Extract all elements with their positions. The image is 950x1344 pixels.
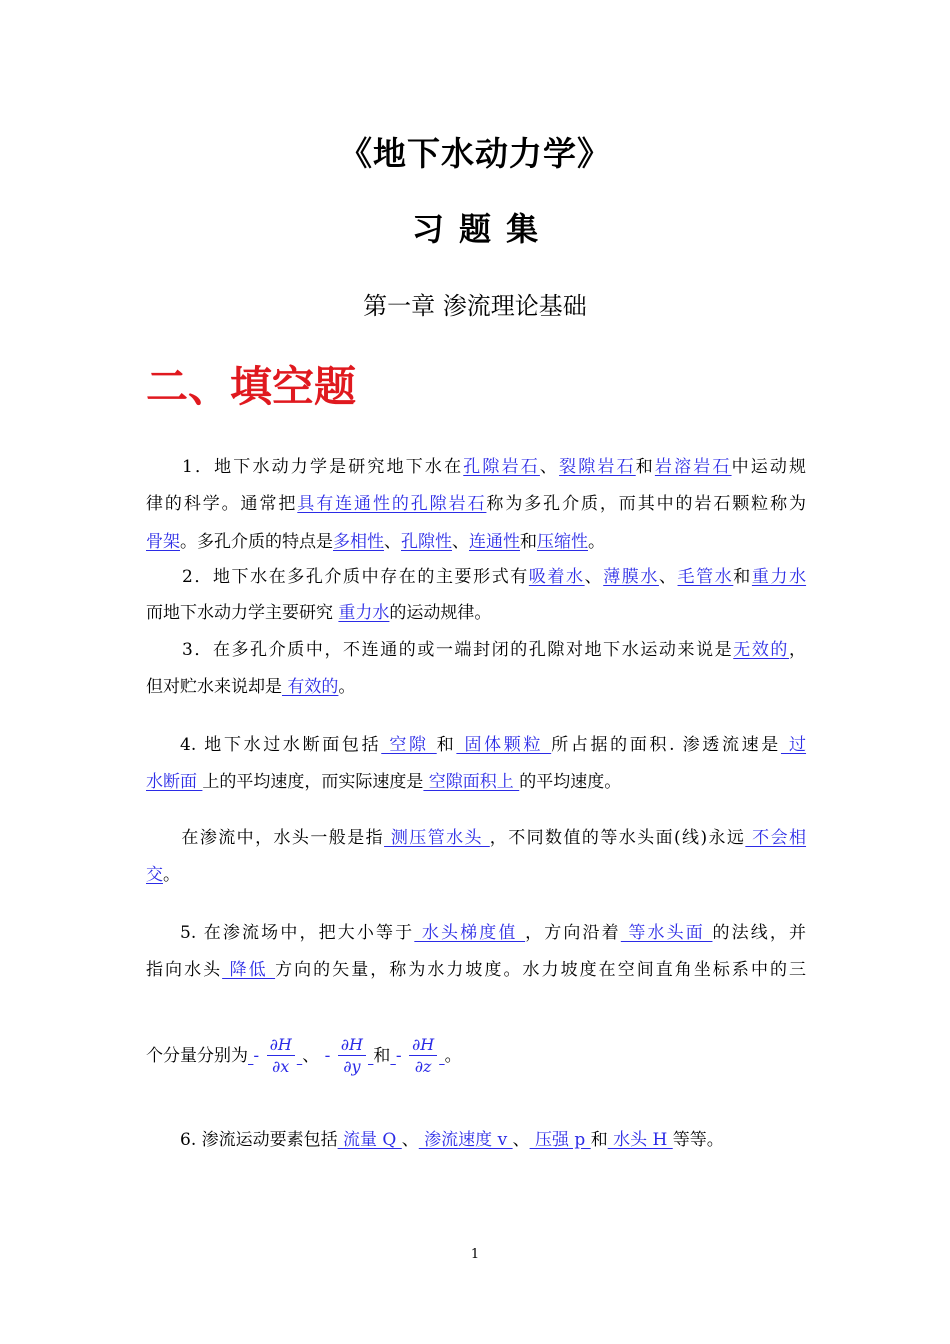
answer-blank: 薄膜水 bbox=[603, 567, 659, 587]
text: 、 bbox=[539, 457, 560, 477]
answer-blank: 压缩性 bbox=[537, 532, 588, 552]
head-paragraph-line-2 bbox=[146, 860, 806, 890]
text: 个分量分别为 bbox=[146, 1046, 248, 1066]
question-2-line-2 bbox=[146, 598, 806, 628]
section-heading: 二、填空题 bbox=[146, 362, 357, 411]
text: 在渗流中，水头一般是指 bbox=[180, 828, 385, 848]
question-3-line-2 bbox=[146, 672, 806, 702]
answer-blank: 压强 p bbox=[529, 1130, 591, 1150]
text: 和 bbox=[436, 735, 457, 755]
answer-blank: 水断面 bbox=[146, 772, 203, 792]
answer-blank: 水头梯度值 bbox=[414, 923, 526, 943]
text: 和 bbox=[520, 532, 537, 552]
head-paragraph-line-1 bbox=[146, 823, 806, 853]
question-5-line-1 bbox=[146, 918, 806, 948]
answer-blank: 测压管水头 bbox=[384, 828, 490, 848]
answer-blank: 连通性 bbox=[469, 532, 520, 552]
text: 、 bbox=[302, 1046, 320, 1066]
question-2-line-1 bbox=[146, 562, 806, 592]
text: ， bbox=[789, 640, 806, 660]
text: 、 bbox=[401, 1130, 419, 1150]
text: 和 bbox=[635, 457, 655, 477]
question-5-line-2 bbox=[146, 955, 806, 985]
minus-sign: - bbox=[253, 1046, 260, 1066]
text: 中运动规 bbox=[731, 457, 807, 477]
text: 5. 在渗流场中，把大小等于 bbox=[180, 923, 415, 943]
text: 、 bbox=[512, 1130, 530, 1150]
answer-blank: 交 bbox=[146, 865, 163, 885]
answer-blank: 多相性 bbox=[333, 532, 384, 552]
gradient-y-fraction bbox=[338, 1035, 366, 1078]
answer-blank: 骨架 bbox=[146, 532, 180, 552]
text: 上的平均速度，而实际速度是 bbox=[202, 772, 424, 792]
text: 称为多孔介质，而其中的岩石颗粒称为 bbox=[486, 494, 807, 514]
text: 、 bbox=[658, 567, 678, 587]
numerator: ∂H bbox=[267, 1035, 295, 1056]
answer-blank: 重力水 bbox=[338, 603, 390, 623]
text: 。多孔介质的特点是 bbox=[180, 532, 333, 552]
gradient-z-fraction bbox=[409, 1035, 437, 1078]
denominator: ∂z bbox=[414, 1057, 432, 1076]
answer-blank: 空隙面积上 bbox=[423, 772, 520, 792]
page-number: 1 bbox=[470, 1247, 480, 1262]
answer-blank: 毛管水 bbox=[677, 567, 734, 587]
numerator: ∂H bbox=[338, 1035, 366, 1056]
minus-sign: - bbox=[324, 1046, 331, 1066]
text: 6. 渗流运动要素包括 bbox=[180, 1130, 338, 1150]
question-4-line-1 bbox=[146, 730, 806, 760]
answer-blank: 过 bbox=[780, 735, 807, 755]
answer-blank: 裂隙岩石 bbox=[559, 457, 636, 477]
answer-blank: 具有连通性的孔隙岩石 bbox=[297, 494, 487, 514]
text: ，方向沿着 bbox=[525, 923, 621, 943]
answer-blank: 有效的 bbox=[282, 677, 339, 697]
text: 但对贮水来说却是 bbox=[146, 677, 282, 697]
text: 的运动规律。 bbox=[389, 603, 492, 623]
answer-blank: 孔隙岩石 bbox=[463, 457, 540, 477]
answer-blank: 流量 Q bbox=[337, 1130, 402, 1150]
text: 指向水头 bbox=[146, 960, 223, 980]
text: 律的科学。通常把 bbox=[146, 494, 298, 514]
answer-blank: 岩溶岩石 bbox=[654, 457, 732, 477]
answer-blank: 孔隙性 bbox=[401, 532, 452, 552]
text: 1．地下水动力学是研究地下水在 bbox=[182, 457, 464, 477]
question-5-line-3 bbox=[146, 1030, 806, 1082]
question-3-line-1 bbox=[146, 635, 806, 665]
answer-blank: 不会相 bbox=[745, 828, 807, 848]
answer-blank: 固体颗粒 bbox=[456, 735, 552, 755]
answer-blank: 渗流速度 v bbox=[418, 1130, 513, 1150]
question-6-line-1 bbox=[146, 1125, 806, 1155]
document-subtitle: 习 题 集 bbox=[411, 210, 539, 248]
minus-sign: - bbox=[395, 1046, 402, 1066]
question-1-line-1 bbox=[146, 452, 806, 482]
numerator: ∂H bbox=[409, 1035, 437, 1056]
document-title: 《地下水动力学》 bbox=[339, 134, 611, 173]
denominator: ∂y bbox=[343, 1057, 361, 1076]
text: 的法线，并 bbox=[712, 923, 807, 943]
text: 4. 地下水过水断面包括 bbox=[180, 735, 382, 755]
text: ，不同数值的等水头面(线)永远 bbox=[489, 828, 746, 848]
text: 等等。 bbox=[672, 1130, 724, 1150]
text: 3．在多孔介质中，不连通的或一端封闭的孔隙对地下水运动来说是 bbox=[182, 640, 734, 660]
answer-blank: 空隙 bbox=[381, 735, 437, 755]
text: 。 bbox=[338, 677, 356, 697]
answer-blank: 重力水 bbox=[751, 567, 807, 587]
answer-blank: 水头 H bbox=[607, 1130, 673, 1150]
answer-blank: 吸着水 bbox=[528, 567, 585, 587]
text: 2．地下水在多孔介质中存在的主要形式有 bbox=[182, 567, 529, 587]
text: 。 bbox=[163, 865, 180, 885]
text: 。 bbox=[588, 532, 605, 552]
question-4-line-2 bbox=[146, 767, 806, 797]
chapter-heading: 第一章 渗流理论基础 bbox=[363, 292, 587, 320]
question-1-line-3 bbox=[146, 527, 806, 557]
text: 和 bbox=[733, 567, 752, 587]
answer-blank: 降低 bbox=[222, 960, 276, 980]
text: 和 bbox=[373, 1046, 391, 1066]
text: 的平均速度。 bbox=[519, 772, 622, 792]
text: 和 bbox=[590, 1130, 608, 1150]
answer-blank: 无效的 bbox=[733, 640, 789, 660]
text: 所占据的面积. 渗透流速是 bbox=[551, 735, 781, 755]
text: 、 bbox=[452, 532, 469, 552]
text: 、 bbox=[584, 567, 604, 587]
text: 而地下水动力学主要研究 bbox=[146, 603, 339, 623]
text: 。 bbox=[444, 1046, 462, 1066]
gradient-x-fraction bbox=[267, 1035, 295, 1078]
text: 方向的矢量，称为水力坡度。水力坡度在空间直角坐标系中的三 bbox=[275, 960, 807, 980]
answer-blank: 等水头面 bbox=[620, 923, 713, 943]
denominator: ∂x bbox=[272, 1057, 290, 1076]
question-1-line-2 bbox=[146, 489, 806, 519]
text: 、 bbox=[384, 532, 401, 552]
